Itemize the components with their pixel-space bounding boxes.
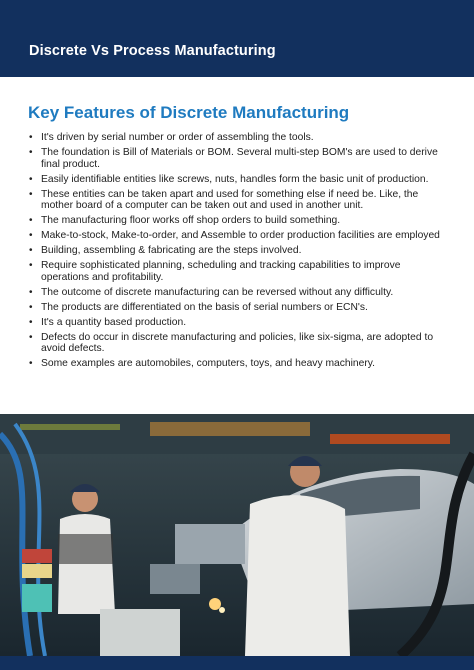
list-item-text: These entities can be taken apart and used for something else if need be. Like, the mother board of a computer can be taken out and used in another unit. — [41, 188, 419, 212]
list-item: • The outcome of discrete manufacturing can be reversed without any difficulty. — [29, 286, 394, 298]
header-banner — [0, 0, 474, 77]
factory-photo — [0, 414, 474, 656]
list-item: • The products are differentiated on the basis of serial numbers or ECN's. — [29, 301, 368, 313]
list-item: • Require sophisticated planning, scheduling and tracking capabilities to improve operations and profitability. — [29, 260, 401, 283]
list-item-text: Easily identifiable entities like screws, nuts, handles form the basic unit of production. — [41, 173, 429, 185]
key-features-section — [28, 103, 448, 373]
list-item: • Easily identifiable entities like screws, nuts, handles form the basic unit of production. — [29, 173, 429, 185]
list-item: • The foundation is Bill of Materials or BOM. Several multi-step BOM's are used to derive final product. — [29, 146, 438, 170]
assembly-line-illustration — [0, 414, 474, 656]
list-item: • It's driven by serial number or order of assembling the tools. — [29, 132, 314, 143]
footer-band — [0, 656, 474, 670]
list-item-text: Require sophisticated planning, scheduling and tracking capabilities to improve operations and profitability. — [41, 260, 401, 283]
list-item-text: Building, assembling & fabricating are the steps involved. — [41, 245, 302, 257]
list-item-text: It's driven by serial number or order of assembling the tools. — [41, 132, 314, 143]
list-item-text: Make-to-stock, Make-to-order, and Assemble to order production facilities are employed — [41, 230, 440, 242]
list-item: • Make-to-stock, Make-to-order, and Assemble to order production facilities are employed — [29, 230, 440, 242]
list-item-text: The manufacturing floor works off shop orders to build something. — [41, 215, 341, 227]
list-item-text: Some examples are automobiles, computers, toys, and heavy machinery. — [41, 358, 376, 370]
list-item: • Some examples are automobiles, computers, toys, and heavy machinery. — [29, 358, 376, 370]
list-item: • These entities can be taken apart and used for something else if need be. Like, the mother board of a computer can be taken out and used in another unit. — [29, 188, 419, 212]
document-title: Discrete Vs Process Manufacturing — [29, 43, 276, 59]
list-item: • The manufacturing floor works off shop orders to build something. — [29, 215, 341, 227]
list-item: • Defects do occur in discrete manufacturing and policies, like six-sigma, are adopted to avoid defects. — [29, 331, 434, 355]
list-item-text: Defects do occur in discrete manufacturing and policies, like six-sigma, are adopted to avoid defects. — [41, 331, 434, 355]
list-item-text: The outcome of discrete manufacturing can be reversed without any difficulty. — [41, 286, 394, 298]
list-item: • Building, assembling & fabricating are the steps involved. — [29, 245, 302, 257]
features-list — [28, 132, 448, 370]
list-item: • It's a quantity based production. — [29, 316, 187, 328]
list-item-text: It's a quantity based production. — [41, 316, 187, 328]
list-item-text: The foundation is Bill of Materials or BOM. Several multi-step BOM's are used to derive final product. — [41, 146, 438, 170]
section-heading: Key Features of Discrete Manufacturing — [28, 103, 350, 122]
list-item-text: The products are differentiated on the basis of serial numbers or ECN's. — [41, 301, 368, 313]
